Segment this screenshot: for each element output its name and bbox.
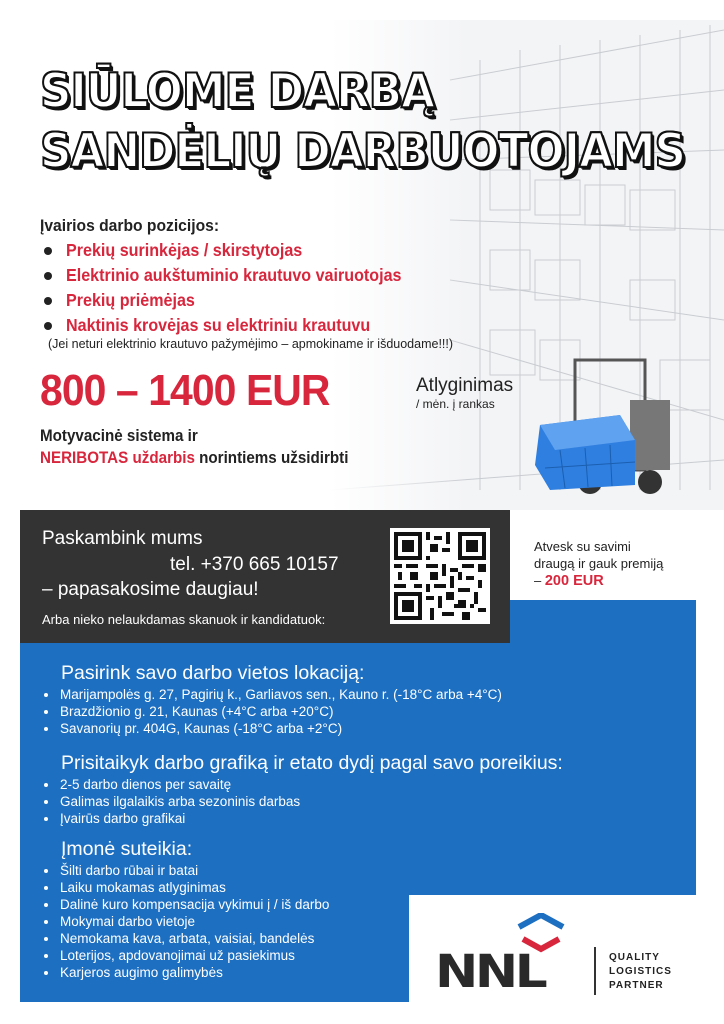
contact-line-1: Paskambink mums	[42, 528, 203, 549]
salary-label: Atlyginimas	[416, 375, 514, 396]
list-item: Marijampolės g. 27, Pagirių k., Garliavos sen., Kauno r. (-18°C arba +4°C)	[40, 686, 502, 703]
list-item: Prekių surinkėjas / skirstytojas	[40, 238, 580, 263]
motivation-line-2	[40, 447, 348, 469]
logo-tag-quality: QUALITY	[609, 952, 660, 963]
schedule-section	[40, 752, 563, 827]
scan-instruction: Arba nieko nelaukdamas skanuok ir kandidatuok:	[42, 612, 326, 627]
referral-amount: 200 EUR	[544, 573, 604, 589]
locations-title: Pasirink savo darbo vietos lokaciją:	[61, 662, 365, 684]
motivation-rest: norintiems užsidirbti	[194, 449, 349, 467]
salary-range: 800 – 1400 EUR	[40, 366, 330, 415]
logo-divider	[594, 947, 596, 995]
list-item: Savanorių pr. 404G, Kaunas (-18°C arba +2°C)	[40, 720, 502, 737]
unlimited-earnings: NERIBOTAS uždarbis	[40, 449, 195, 467]
list-item: 2-5 darbo dienos per savaitę	[40, 776, 563, 793]
logo-wordmark: NNL	[435, 945, 545, 998]
locations-list	[40, 686, 502, 737]
referral-bonus	[534, 572, 663, 590]
contact-line-3: – papasakosime daugiau!	[42, 579, 259, 600]
benefits-title: Įmonė suteikia:	[61, 838, 193, 860]
referral-offer	[534, 538, 663, 590]
schedule-title: Prisitaikyk darbo grafiką ir etato dydį pagal savo poreikius:	[61, 752, 563, 774]
phone-number[interactable]: tel. +370 665 10157	[170, 554, 339, 575]
locations-section	[40, 662, 502, 737]
headline-line-2: SANDĖLIŲ DARBUOTOJAMS	[40, 124, 686, 179]
list-item: Karjeros augimo galimybės	[40, 964, 329, 981]
company-logo	[409, 895, 696, 1002]
positions-intro: Įvairios darbo pozicijos:	[40, 216, 220, 235]
benefits-list	[40, 862, 329, 981]
motivation-text	[40, 425, 348, 469]
headline-line-1: SIŪLOME DARBĄ	[40, 64, 435, 119]
benefits-section	[40, 838, 329, 981]
list-item: Prekių priėmėjas	[40, 288, 580, 313]
list-item: Loterijos, apdovanojimai už pasiekimus	[40, 947, 329, 964]
referral-line-2: draugą ir gauk premiją	[534, 556, 664, 571]
qr-code[interactable]	[390, 528, 490, 624]
headline	[40, 62, 700, 182]
logo-tag-partner: PARTNER	[609, 980, 664, 991]
list-item: Nemokama kava, arbata, vaisiai, bandelės	[40, 930, 329, 947]
referral-dash: –	[534, 573, 545, 588]
list-item: Mokymai darbo vietoje	[40, 913, 329, 930]
qr-code-icon	[394, 532, 486, 620]
license-note: (Jei neturi elektrinio krautuvo pažymėjimo – apmokiname ir išduodame!!!)	[48, 337, 454, 351]
referral-line-1: Atvesk su savimi	[534, 539, 631, 554]
list-item: Laiku mokamas atlyginimas	[40, 879, 329, 896]
motivation-line-1: Motyvacinė sistema ir	[40, 427, 198, 445]
list-item: Brazdžionio g. 21, Kaunas (+4°C arba +20°C)	[40, 703, 502, 720]
positions-section	[40, 216, 580, 351]
list-item: Galimas ilgalaikis arba sezoninis darbas	[40, 793, 563, 810]
salary-sublabel: / mėn. į rankas	[416, 397, 495, 411]
logo-tag-logistics: LOGISTICS	[609, 966, 672, 977]
list-item: Naktinis krovėjas su elektriniu krautuvu	[40, 313, 580, 338]
list-item: Įvairūs darbo grafikai	[40, 810, 563, 827]
logo-tagline	[609, 951, 672, 993]
list-item: Dalinė kuro kompensacija vykimui į / iš darbo	[40, 896, 329, 913]
list-item: Šilti darbo rūbai ir batai	[40, 862, 329, 879]
positions-list	[40, 238, 580, 338]
list-item: Elektrinio aukštuminio krautuvo vairuotojas	[40, 263, 580, 288]
schedule-list	[40, 776, 563, 827]
